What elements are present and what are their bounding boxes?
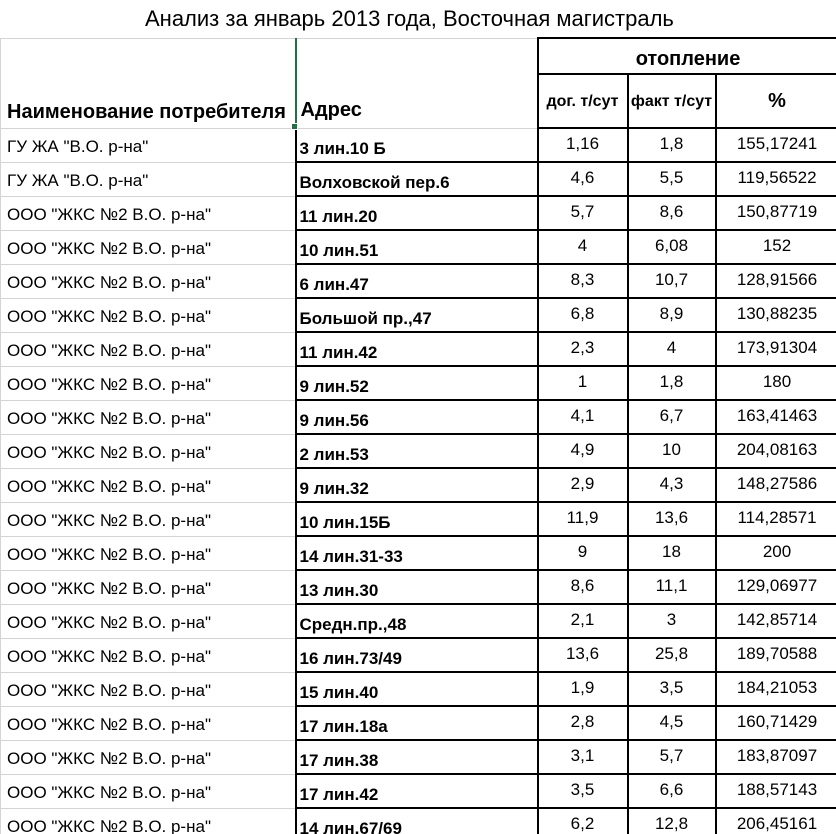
contract-value-cell[interactable] [538, 502, 628, 536]
consumer-name-cell[interactable] [1, 672, 296, 706]
contract-value-cell[interactable] [538, 162, 628, 196]
header-contract-cell[interactable] [538, 74, 628, 128]
consumer-name-text: ООО "ЖКС №2 В.О. р-на" [7, 748, 211, 768]
title-row[interactable] [0, 0, 836, 37]
address-text: 9 лин.32 [299, 479, 369, 498]
consumer-name-text: ООО "ЖКС №2 В.О. р-на" [7, 238, 211, 258]
percent-value-cell[interactable] [716, 332, 836, 366]
table-row [1, 502, 836, 536]
contract-value-text: 2,1 [570, 610, 595, 629]
actual-value-cell[interactable] [628, 128, 716, 162]
consumer-name-cell[interactable] [1, 162, 296, 196]
actual-value-text: 4,5 [659, 712, 684, 731]
percent-value-text: 204,08163 [736, 440, 818, 459]
consumer-name-cell[interactable] [1, 604, 296, 638]
actual-value-cell[interactable] [628, 230, 716, 264]
percent-value-text: 163,41463 [736, 406, 818, 425]
actual-value-cell[interactable] [628, 808, 716, 834]
percent-value-text: 128,91566 [736, 270, 818, 289]
table-row [1, 672, 836, 706]
actual-value-text: 10,7 [654, 270, 689, 289]
consumer-name-text: ООО "ЖКС №2 В.О. р-на" [7, 782, 211, 802]
consumer-name-text: ООО "ЖКС №2 В.О. р-на" [7, 714, 211, 734]
table-row [1, 570, 836, 604]
consumer-name-text: ООО "ЖКС №2 В.О. р-на" [7, 306, 211, 326]
percent-value-cell[interactable] [716, 502, 836, 536]
consumer-name-cell[interactable] [1, 536, 296, 570]
percent-value-cell[interactable] [716, 298, 836, 332]
actual-value-text: 1,8 [659, 372, 684, 391]
address-cell[interactable] [296, 740, 538, 774]
percent-value-cell[interactable] [716, 230, 836, 264]
percent-value-text: 189,70588 [736, 644, 818, 663]
contract-value-cell[interactable] [538, 774, 628, 808]
percent-value-text: 200 [762, 542, 792, 561]
address-text: 14 лин.31-33 [299, 547, 403, 566]
address-text: 16 лин.73/49 [299, 649, 402, 668]
percent-value-cell[interactable] [716, 638, 836, 672]
address-text: 11 лин.20 [299, 207, 378, 226]
consumer-name-text: ООО "ЖКС №2 В.О. р-на" [7, 442, 211, 462]
contract-value-cell[interactable] [538, 264, 628, 298]
address-cell[interactable] [296, 162, 538, 196]
actual-value-text: 10 [662, 440, 681, 459]
contract-value-cell[interactable] [538, 366, 628, 400]
percent-value-cell[interactable] [716, 400, 836, 434]
address-cell[interactable] [296, 570, 538, 604]
actual-value-text: 3 [666, 610, 677, 629]
percent-value-text: 142,85714 [736, 610, 818, 629]
contract-value-text: 2,3 [570, 338, 595, 357]
address-cell[interactable] [296, 366, 538, 400]
contract-value-cell[interactable] [538, 298, 628, 332]
actual-value-text: 5,7 [659, 746, 684, 765]
header-heating-label: отопление [635, 48, 741, 70]
consumer-name-text: ООО "ЖКС №2 В.О. р-на" [7, 272, 211, 292]
address-text: Средн.пр.,48 [299, 615, 407, 634]
actual-value-cell[interactable] [628, 196, 716, 230]
address-text: 13 лин.30 [299, 581, 379, 600]
contract-value-text: 1 [577, 372, 588, 391]
consumer-name-cell[interactable] [1, 774, 296, 808]
consumer-name-cell[interactable] [1, 706, 296, 740]
sheet-title: Анализ за январь 2013 года, Восточная магистраль [145, 6, 674, 31]
table-row [1, 434, 836, 468]
consumer-name-text: ООО "ЖКС №2 В.О. р-на" [7, 816, 211, 834]
actual-value-text: 12,8 [654, 814, 689, 833]
contract-value-text: 8,6 [570, 576, 595, 595]
contract-value-text: 9 [577, 542, 588, 561]
percent-value-cell[interactable] [716, 128, 836, 162]
address-cell[interactable] [296, 128, 538, 162]
address-cell[interactable] [296, 604, 538, 638]
table-row [1, 468, 836, 502]
consumer-name-text: ООО "ЖКС №2 В.О. р-на" [7, 578, 211, 598]
consumer-name-text: ГУ ЖА "В.О. р-на" [7, 136, 149, 156]
consumer-name-cell[interactable] [1, 638, 296, 672]
consumer-name-cell[interactable] [1, 468, 296, 502]
actual-value-cell[interactable] [628, 638, 716, 672]
actual-value-cell[interactable] [628, 400, 716, 434]
percent-value-text: 173,91304 [736, 338, 818, 357]
address-cell[interactable] [296, 264, 538, 298]
table-row [1, 774, 836, 808]
consumer-name-text: ООО "ЖКС №2 В.О. р-на" [7, 204, 211, 224]
address-cell[interactable] [296, 808, 538, 834]
header-address-label: Адрес [300, 98, 362, 121]
actual-value-cell[interactable] [628, 536, 716, 570]
percent-value-cell[interactable] [716, 366, 836, 400]
contract-value-text: 2,8 [570, 712, 595, 731]
contract-value-cell[interactable] [538, 604, 628, 638]
percent-value-cell[interactable] [716, 264, 836, 298]
header-actual-label: факт т/сут [630, 92, 713, 110]
percent-value-cell[interactable] [716, 672, 836, 706]
consumer-name-cell[interactable] [1, 400, 296, 434]
table-row [1, 536, 836, 570]
consumer-name-cell[interactable] [1, 298, 296, 332]
address-text: Большой пр.,47 [299, 309, 432, 328]
address-text: 6 лин.47 [299, 275, 369, 294]
address-text: Волховской пер.6 [299, 173, 450, 192]
table-row [1, 706, 836, 740]
contract-value-cell[interactable] [538, 332, 628, 366]
consumer-name-cell[interactable] [1, 196, 296, 230]
percent-value-cell[interactable] [716, 774, 836, 808]
address-cell[interactable] [296, 774, 538, 808]
actual-value-text: 6,08 [654, 236, 689, 255]
address-cell[interactable] [296, 298, 538, 332]
table-row [1, 162, 836, 196]
percent-value-cell[interactable] [716, 536, 836, 570]
actual-value-text: 8,6 [659, 202, 684, 221]
header-actual-cell[interactable] [628, 74, 716, 128]
actual-value-cell[interactable] [628, 740, 716, 774]
percent-value-cell[interactable] [716, 570, 836, 604]
table-row [1, 264, 836, 298]
consumer-name-text: ООО "ЖКС №2 В.О. р-на" [7, 646, 211, 666]
contract-value-text: 6,2 [570, 814, 595, 833]
consumer-name-cell[interactable] [1, 332, 296, 366]
address-text: 3 лин.10 Б [299, 139, 386, 158]
percent-value-text: 160,71429 [736, 712, 818, 731]
consumer-name-cell[interactable] [1, 366, 296, 400]
actual-value-cell[interactable] [628, 672, 716, 706]
contract-value-text: 1,9 [570, 678, 595, 697]
actual-value-cell[interactable] [628, 162, 716, 196]
consumer-name-cell[interactable] [1, 230, 296, 264]
consumer-name-cell[interactable] [1, 502, 296, 536]
actual-value-text: 6,7 [659, 406, 684, 425]
contract-value-text: 11,9 [566, 508, 599, 527]
contract-value-text: 3,1 [570, 746, 595, 765]
consumer-name-cell[interactable] [1, 808, 296, 834]
address-cell[interactable] [296, 468, 538, 502]
actual-value-text: 25,8 [654, 644, 689, 663]
percent-value-text: 150,87719 [736, 202, 818, 221]
consumer-name-cell[interactable] [1, 264, 296, 298]
contract-value-cell[interactable] [538, 672, 628, 706]
table-row [1, 128, 836, 162]
header-name-cell[interactable] [1, 38, 296, 128]
header-row-1 [1, 38, 836, 74]
table-row [1, 400, 836, 434]
percent-value-text: 180 [762, 372, 792, 391]
contract-value-cell[interactable] [538, 230, 628, 264]
address-cell[interactable] [296, 332, 538, 366]
actual-value-text: 13,6 [654, 508, 689, 527]
actual-value-text: 1,8 [659, 134, 684, 153]
address-text: 9 лин.56 [299, 411, 369, 430]
table-row [1, 638, 836, 672]
actual-value-cell[interactable] [628, 706, 716, 740]
percent-value-text: 148,27586 [736, 474, 818, 493]
consumer-name-cell[interactable] [1, 434, 296, 468]
percent-value-cell[interactable] [716, 162, 836, 196]
consumer-name-cell[interactable] [1, 570, 296, 604]
actual-value-cell[interactable] [628, 264, 716, 298]
table-row [1, 298, 836, 332]
consumer-name-cell[interactable] [1, 128, 296, 162]
consumer-name-text: ООО "ЖКС №2 В.О. р-на" [7, 340, 211, 360]
consumer-name-cell[interactable] [1, 740, 296, 774]
contract-value-cell[interactable] [538, 536, 628, 570]
data-table [0, 37, 836, 834]
contract-value-text: 5,7 [570, 202, 595, 221]
percent-value-text: 130,88235 [736, 304, 818, 323]
contract-value-text: 6,8 [570, 304, 595, 323]
table-row [1, 230, 836, 264]
contract-value-text: 4 [577, 236, 588, 255]
percent-value-text: 183,87097 [736, 746, 818, 765]
contract-value-text: 3,5 [570, 780, 595, 799]
table-row [1, 366, 836, 400]
actual-value-text: 18 [662, 542, 681, 561]
percent-value-cell[interactable] [716, 808, 836, 834]
contract-value-cell[interactable] [538, 400, 628, 434]
consumer-name-text: ГУ ЖА "В.О. р-на" [7, 170, 149, 190]
contract-value-cell[interactable] [538, 128, 628, 162]
contract-value-text: 4,9 [570, 440, 595, 459]
address-cell[interactable] [296, 196, 538, 230]
actual-value-text: 4 [666, 338, 677, 357]
address-cell[interactable] [296, 536, 538, 570]
consumer-name-text: ООО "ЖКС №2 В.О. р-на" [7, 612, 211, 632]
header-name-label: Наименование потребителя [7, 100, 286, 123]
address-text: 2 лин.53 [299, 445, 369, 464]
consumer-name-text: ООО "ЖКС №2 В.О. р-на" [7, 510, 211, 530]
percent-value-text: 152 [762, 236, 792, 255]
address-text: 17 лин.42 [299, 785, 379, 804]
address-cell[interactable] [296, 672, 538, 706]
consumer-name-text: ООО "ЖКС №2 В.О. р-на" [7, 408, 211, 428]
table-row [1, 808, 836, 834]
header-heating-cell[interactable] [538, 38, 836, 74]
header-percent-cell[interactable] [716, 74, 836, 128]
actual-value-cell[interactable] [628, 298, 716, 332]
address-cell[interactable] [296, 230, 538, 264]
address-text: 11 лин.42 [299, 343, 378, 362]
contract-value-text: 1,16 [565, 134, 600, 153]
contract-value-cell[interactable] [538, 196, 628, 230]
actual-value-cell[interactable] [628, 366, 716, 400]
contract-value-cell[interactable] [538, 434, 628, 468]
address-text: 17 лин.38 [299, 751, 379, 770]
actual-value-text: 4,3 [659, 474, 684, 493]
percent-value-cell[interactable] [716, 196, 836, 230]
percent-value-text: 119,56522 [737, 168, 817, 187]
contract-value-cell[interactable] [538, 706, 628, 740]
selection-fill-handle[interactable] [291, 123, 298, 130]
percent-value-text: 155,17241 [736, 134, 818, 153]
address-text: 9 лин.52 [299, 377, 369, 396]
consumer-name-text: ООО "ЖКС №2 В.О. р-на" [7, 544, 211, 564]
percent-value-text: 188,57143 [736, 780, 818, 799]
address-cell[interactable] [296, 400, 538, 434]
actual-value-cell[interactable] [628, 468, 716, 502]
consumer-name-text: ООО "ЖКС №2 В.О. р-на" [7, 374, 211, 394]
actual-value-cell[interactable] [628, 570, 716, 604]
actual-value-cell[interactable] [628, 502, 716, 536]
header-address-cell[interactable] [296, 38, 538, 128]
actual-value-text: 6,6 [659, 780, 684, 799]
percent-value-cell[interactable] [716, 706, 836, 740]
actual-value-text: 5,5 [659, 168, 684, 187]
address-cell[interactable] [296, 706, 538, 740]
address-text: 10 лин.51 [299, 241, 379, 260]
contract-value-text: 2,9 [570, 474, 595, 493]
percent-value-text: 206,45161 [736, 814, 818, 833]
contract-value-text: 8,3 [570, 270, 595, 289]
contract-value-cell[interactable] [538, 808, 628, 834]
table-row [1, 604, 836, 638]
actual-value-text: 8,9 [659, 304, 684, 323]
actual-value-cell[interactable] [628, 332, 716, 366]
header-percent-label: % [768, 89, 786, 112]
actual-value-text: 11,1 [655, 576, 688, 595]
consumer-name-text: ООО "ЖКС №2 В.О. р-на" [7, 680, 211, 700]
address-cell[interactable] [296, 502, 538, 536]
percent-value-text: 114,28571 [737, 508, 817, 527]
table-row [1, 196, 836, 230]
percent-value-cell[interactable] [716, 468, 836, 502]
address-text: 14 лин.67/69 [299, 819, 402, 834]
percent-value-text: 129,06977 [736, 576, 818, 595]
address-cell[interactable] [296, 638, 538, 672]
contract-value-cell[interactable] [538, 638, 628, 672]
consumer-name-text: ООО "ЖКС №2 В.О. р-на" [7, 476, 211, 496]
address-text: 10 лин.15Б [299, 513, 391, 532]
contract-value-cell[interactable] [538, 740, 628, 774]
actual-value-cell[interactable] [628, 604, 716, 638]
percent-value-cell[interactable] [716, 434, 836, 468]
actual-value-cell[interactable] [628, 774, 716, 808]
contract-value-cell[interactable] [538, 570, 628, 604]
actual-value-cell[interactable] [628, 434, 716, 468]
table-row [1, 332, 836, 366]
address-cell[interactable] [296, 434, 538, 468]
percent-value-text: 184,21053 [736, 678, 818, 697]
address-text: 17 лин.18а [299, 717, 388, 736]
table-row [1, 740, 836, 774]
address-text: 15 лин.40 [299, 683, 379, 702]
contract-value-text: 4,6 [570, 168, 595, 187]
header-contract-label: дог. т/сут [546, 92, 619, 110]
actual-value-text: 3,5 [659, 678, 684, 697]
contract-value-cell[interactable] [538, 468, 628, 502]
contract-value-text: 4,1 [570, 406, 595, 425]
percent-value-cell[interactable] [716, 604, 836, 638]
contract-value-text: 13,6 [565, 644, 600, 663]
percent-value-cell[interactable] [716, 740, 836, 774]
